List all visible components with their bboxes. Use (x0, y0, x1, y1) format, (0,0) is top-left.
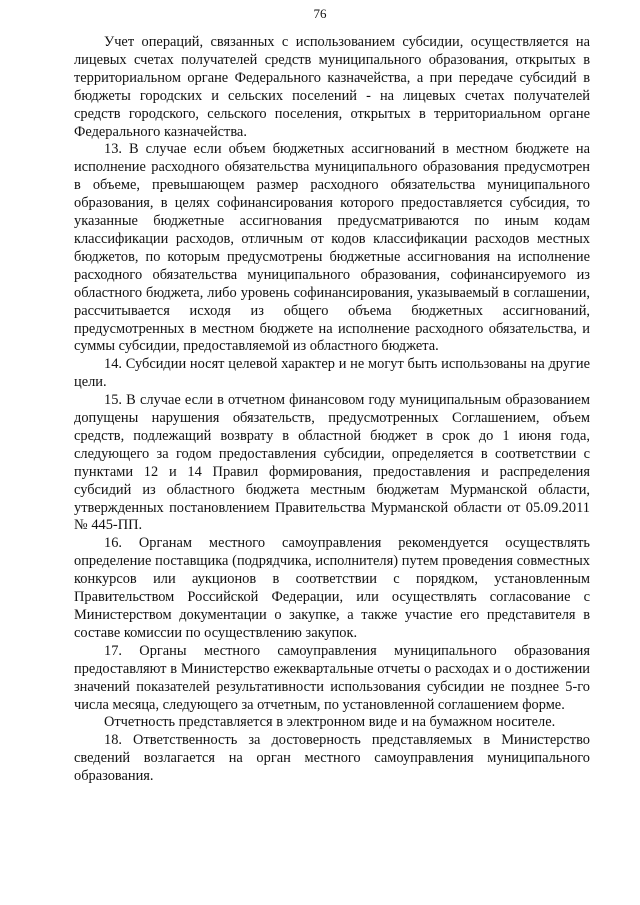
paragraph-17: 17. Органы местного самоуправления муниципального образования предоставляют в Министерство ежеквартальные отчеты о расходах и о достижении значений показателей результативности использования субсидии не позднее 5-го числа месяца, следующего за отчетным, по установленной соглашением форме. (74, 642, 590, 713)
paragraph-16: 16. Органам местного самоуправления рекомендуется осуществлять определение поставщика (подрядчика, исполнителя) путем проведения совместных конкурсов или аукционов в соответствии с порядком, установленным Правительством Российской Федерации, или осуществлять согласование с Министерством документации о закупке, а также участие его представителя в составе комиссии по осуществлению закупок. (74, 535, 590, 641)
paragraph-14: 14. Субсидии носят целевой характер и не могут быть использованы на другие цели. (74, 356, 590, 391)
paragraph-13: 13. В случае если объем бюджетных ассигнований в местном бюджете на исполнение расходного обязательства муниципального образования предусмотрен в объеме, превышающем размер расходного обязательства муниципального образования, в целях софинансирования которого предоставляется субсидия, то указанные бюджетные ассигнования предусматриваются по иным кодам классификации расходов, отличным от кодов классификации расходов местных бюджетов, по которым предусмотрены бюджетные ассигнования на исполнение расходного обязательства муниципального образования, софинансируемого из областного бюджета, либо уровень софинансирования, указываемый в соглашении, рассчитывается исходя из общего объема бюджетных ассигнований, предусмотренных в местном бюджете на исполнение расходного обязательства, и суммы субсидии, предоставляемой из областного бюджета. (74, 141, 590, 355)
paragraph-reporting-format: Отчетность представляется в электронном виде и на бумажном носителе. (104, 714, 556, 731)
paragraph-18: 18. Ответственность за достоверность представляемых в Министерство сведений возлагается на орган местного самоуправления муниципального образования. (74, 732, 590, 785)
document-body (74, 34, 590, 786)
paragraph-subsidy-accounting: Учет операций, связанных с использованием субсидии, осуществляется на лицевых счетах получателей средств муниципального образования, открытых в территориальном органе Федерального казначейства, а при передаче субсидий в бюджеты городских и сельских поселений - на лицевых счетах получателей средств городского, сельского поселения, открытых в территориальном органе Федерального казначейства. (74, 34, 590, 140)
paragraph-15: 15. В случае если в отчетном финансовом году муниципальным образованием допущены нарушения обязательств, предусмотренных Соглашением, объем средств, подлежащий возврату в областной бюджет в срок до 1 июня года, следующего за годом предоставления субсидии, определяется в соответствии с пунктами 12 и 14 Правил формирования, предоставления и распределения субсидий из областного бюджета местным бюджетам Мурманской области, утвержденных постановлением Правительства Мурманской области от 05.09.2011 № 445-ПП. (74, 392, 590, 534)
page-number: 76 (313, 6, 327, 21)
